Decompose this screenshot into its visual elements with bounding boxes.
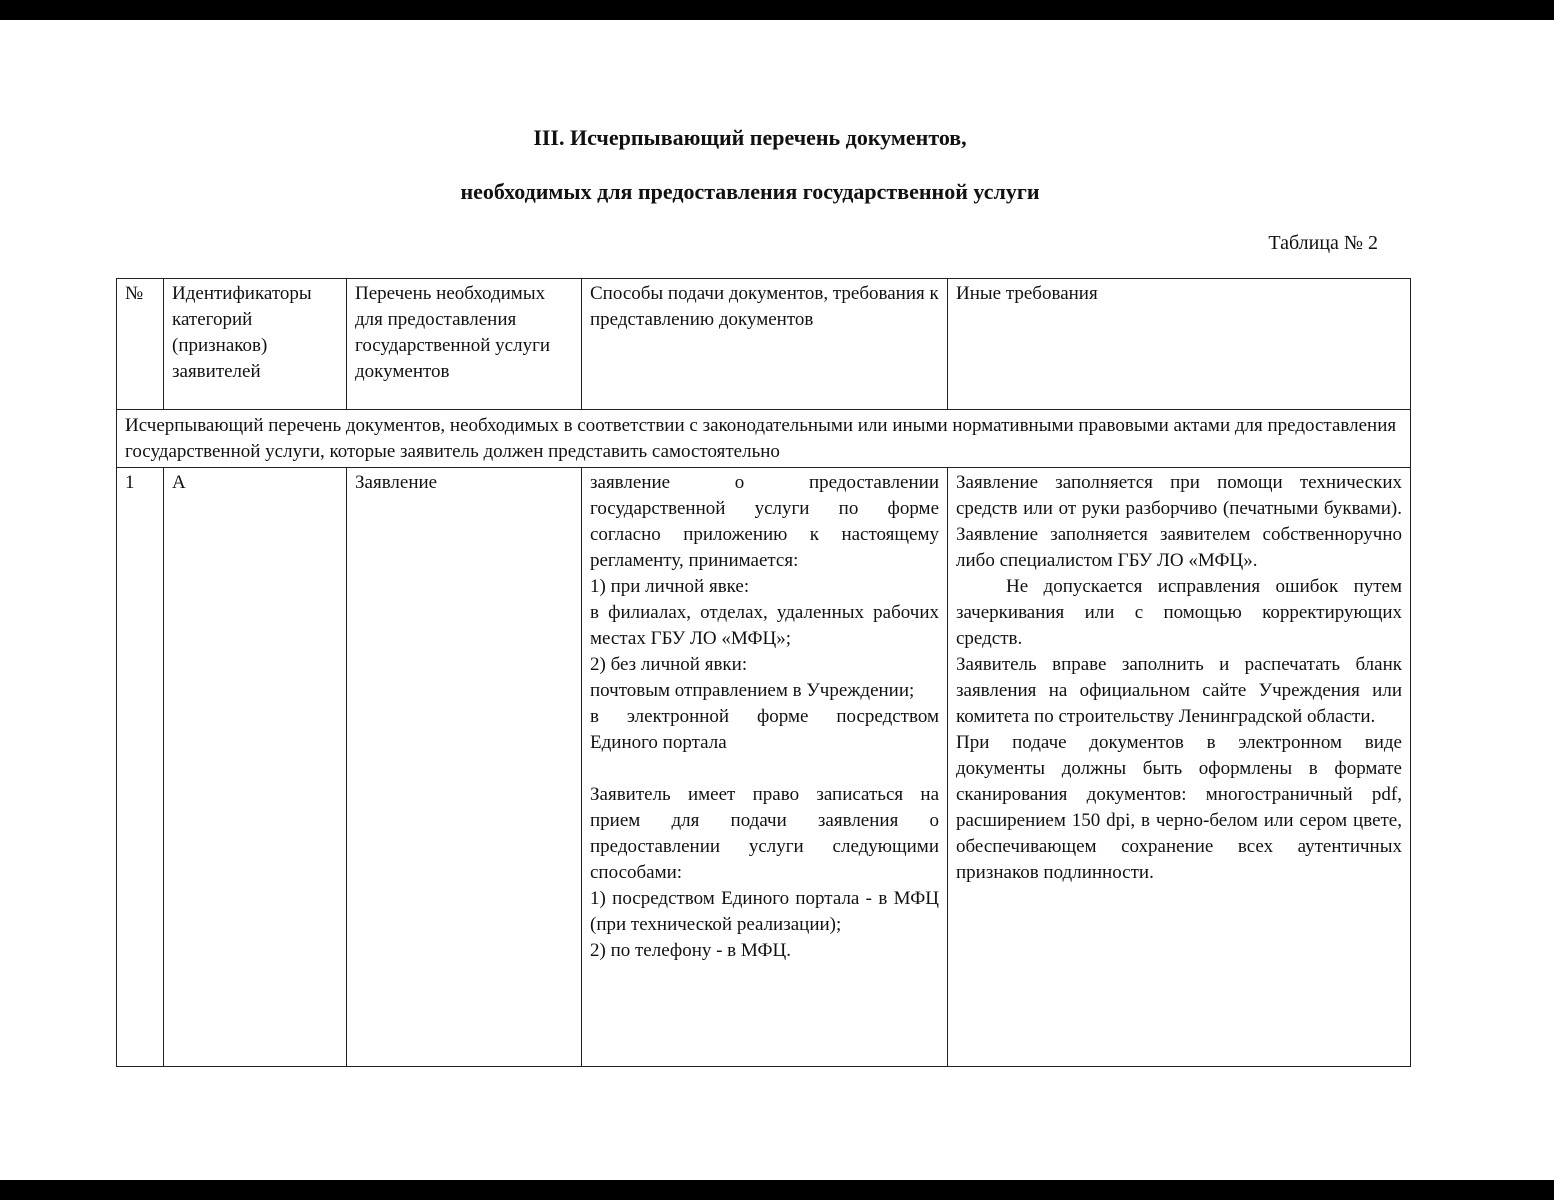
row-document: Заявление xyxy=(347,468,582,1067)
requirements-paragraph: Заявление заполняется при помощи технических средств или от руки разборчиво (печатными буквами). Заявление заполняется заявителем собственноручно либо специалистом ГБУ ЛО «МФЦ». xyxy=(956,472,1402,571)
ways-paragraph: заявление о предоставлении государственной услуги по форме согласно приложению к настоящему регламенту, принимается: xyxy=(590,472,939,571)
header-document-list: Перечень необходимых для предоставления государственной услуги документов xyxy=(347,279,582,410)
row-number: 1 xyxy=(117,468,164,1067)
ways-paragraph: 2) по телефону - в МФЦ. xyxy=(590,940,792,961)
table-number: Таблица № 2 xyxy=(1268,232,1378,254)
table-row xyxy=(117,468,1411,1067)
documents-table xyxy=(116,278,1411,1067)
row-submission-ways xyxy=(582,468,948,1067)
requirements-paragraph: Не допускается исправления ошибок путем зачеркивания или с помощью корректирующих средств. xyxy=(956,576,1402,649)
document-title-line-2: необходимых для предоставления государственной услуги xyxy=(460,179,1040,204)
section-row-text: Исчерпывающий перечень документов, необходимых в соответствии с законодательными или иными нормативными правовыми актами для предоставления государственной услуги, которые заявитель должен представить самостоятельно xyxy=(117,410,1411,468)
header-submission-ways: Способы подачи документов, требования к представлению документов xyxy=(582,279,948,410)
ways-paragraph: почтовым отправлением в Учреждении; xyxy=(590,680,915,701)
document-title-line-1: III. Исчерпывающий перечень документов, xyxy=(533,125,967,150)
header-other-requirements: Иные требования xyxy=(948,279,1411,410)
section-row xyxy=(117,410,1411,468)
ways-paragraph: Заявитель имеет право записаться на прием для подачи заявления о предоставлении услуги следующими способами: xyxy=(590,784,939,883)
ways-paragraph: в филиалах, отделах, удаленных рабочих местах ГБУ ЛО «МФЦ»; xyxy=(590,602,939,649)
ways-paragraph: 1) при личной явке: xyxy=(590,576,750,597)
scan-border-bottom xyxy=(0,1180,1554,1200)
requirements-paragraph: Заявитель вправе заполнить и распечатать бланк заявления на официальном сайте Учреждения или комитета по строительству Ленинградской области. xyxy=(956,654,1402,727)
ways-paragraph: в электронной форме посредством Единого портала xyxy=(590,706,939,753)
requirements-paragraph: При подаче документов в электронном виде документы должны быть оформлены в формате сканирования документов: многостраничный pdf, расширением 150 dpi, в черно-белом или сером цвете, обеспечивающем сохранение всех аутентичных признаков подлинности. xyxy=(956,732,1402,883)
scan-border-top xyxy=(0,0,1554,20)
header-number: № xyxy=(117,279,164,410)
table-header-row xyxy=(117,279,1411,410)
ways-paragraph: 1) посредством Единого портала - в МФЦ (при технической реализации); xyxy=(590,888,939,935)
row-other-requirements xyxy=(948,468,1411,1067)
row-applicant-id: А xyxy=(164,468,347,1067)
header-applicant-ids: Идентификаторы категорий (признаков) заявителей xyxy=(164,279,347,410)
ways-paragraph: 2) без личной явки: xyxy=(590,654,748,675)
